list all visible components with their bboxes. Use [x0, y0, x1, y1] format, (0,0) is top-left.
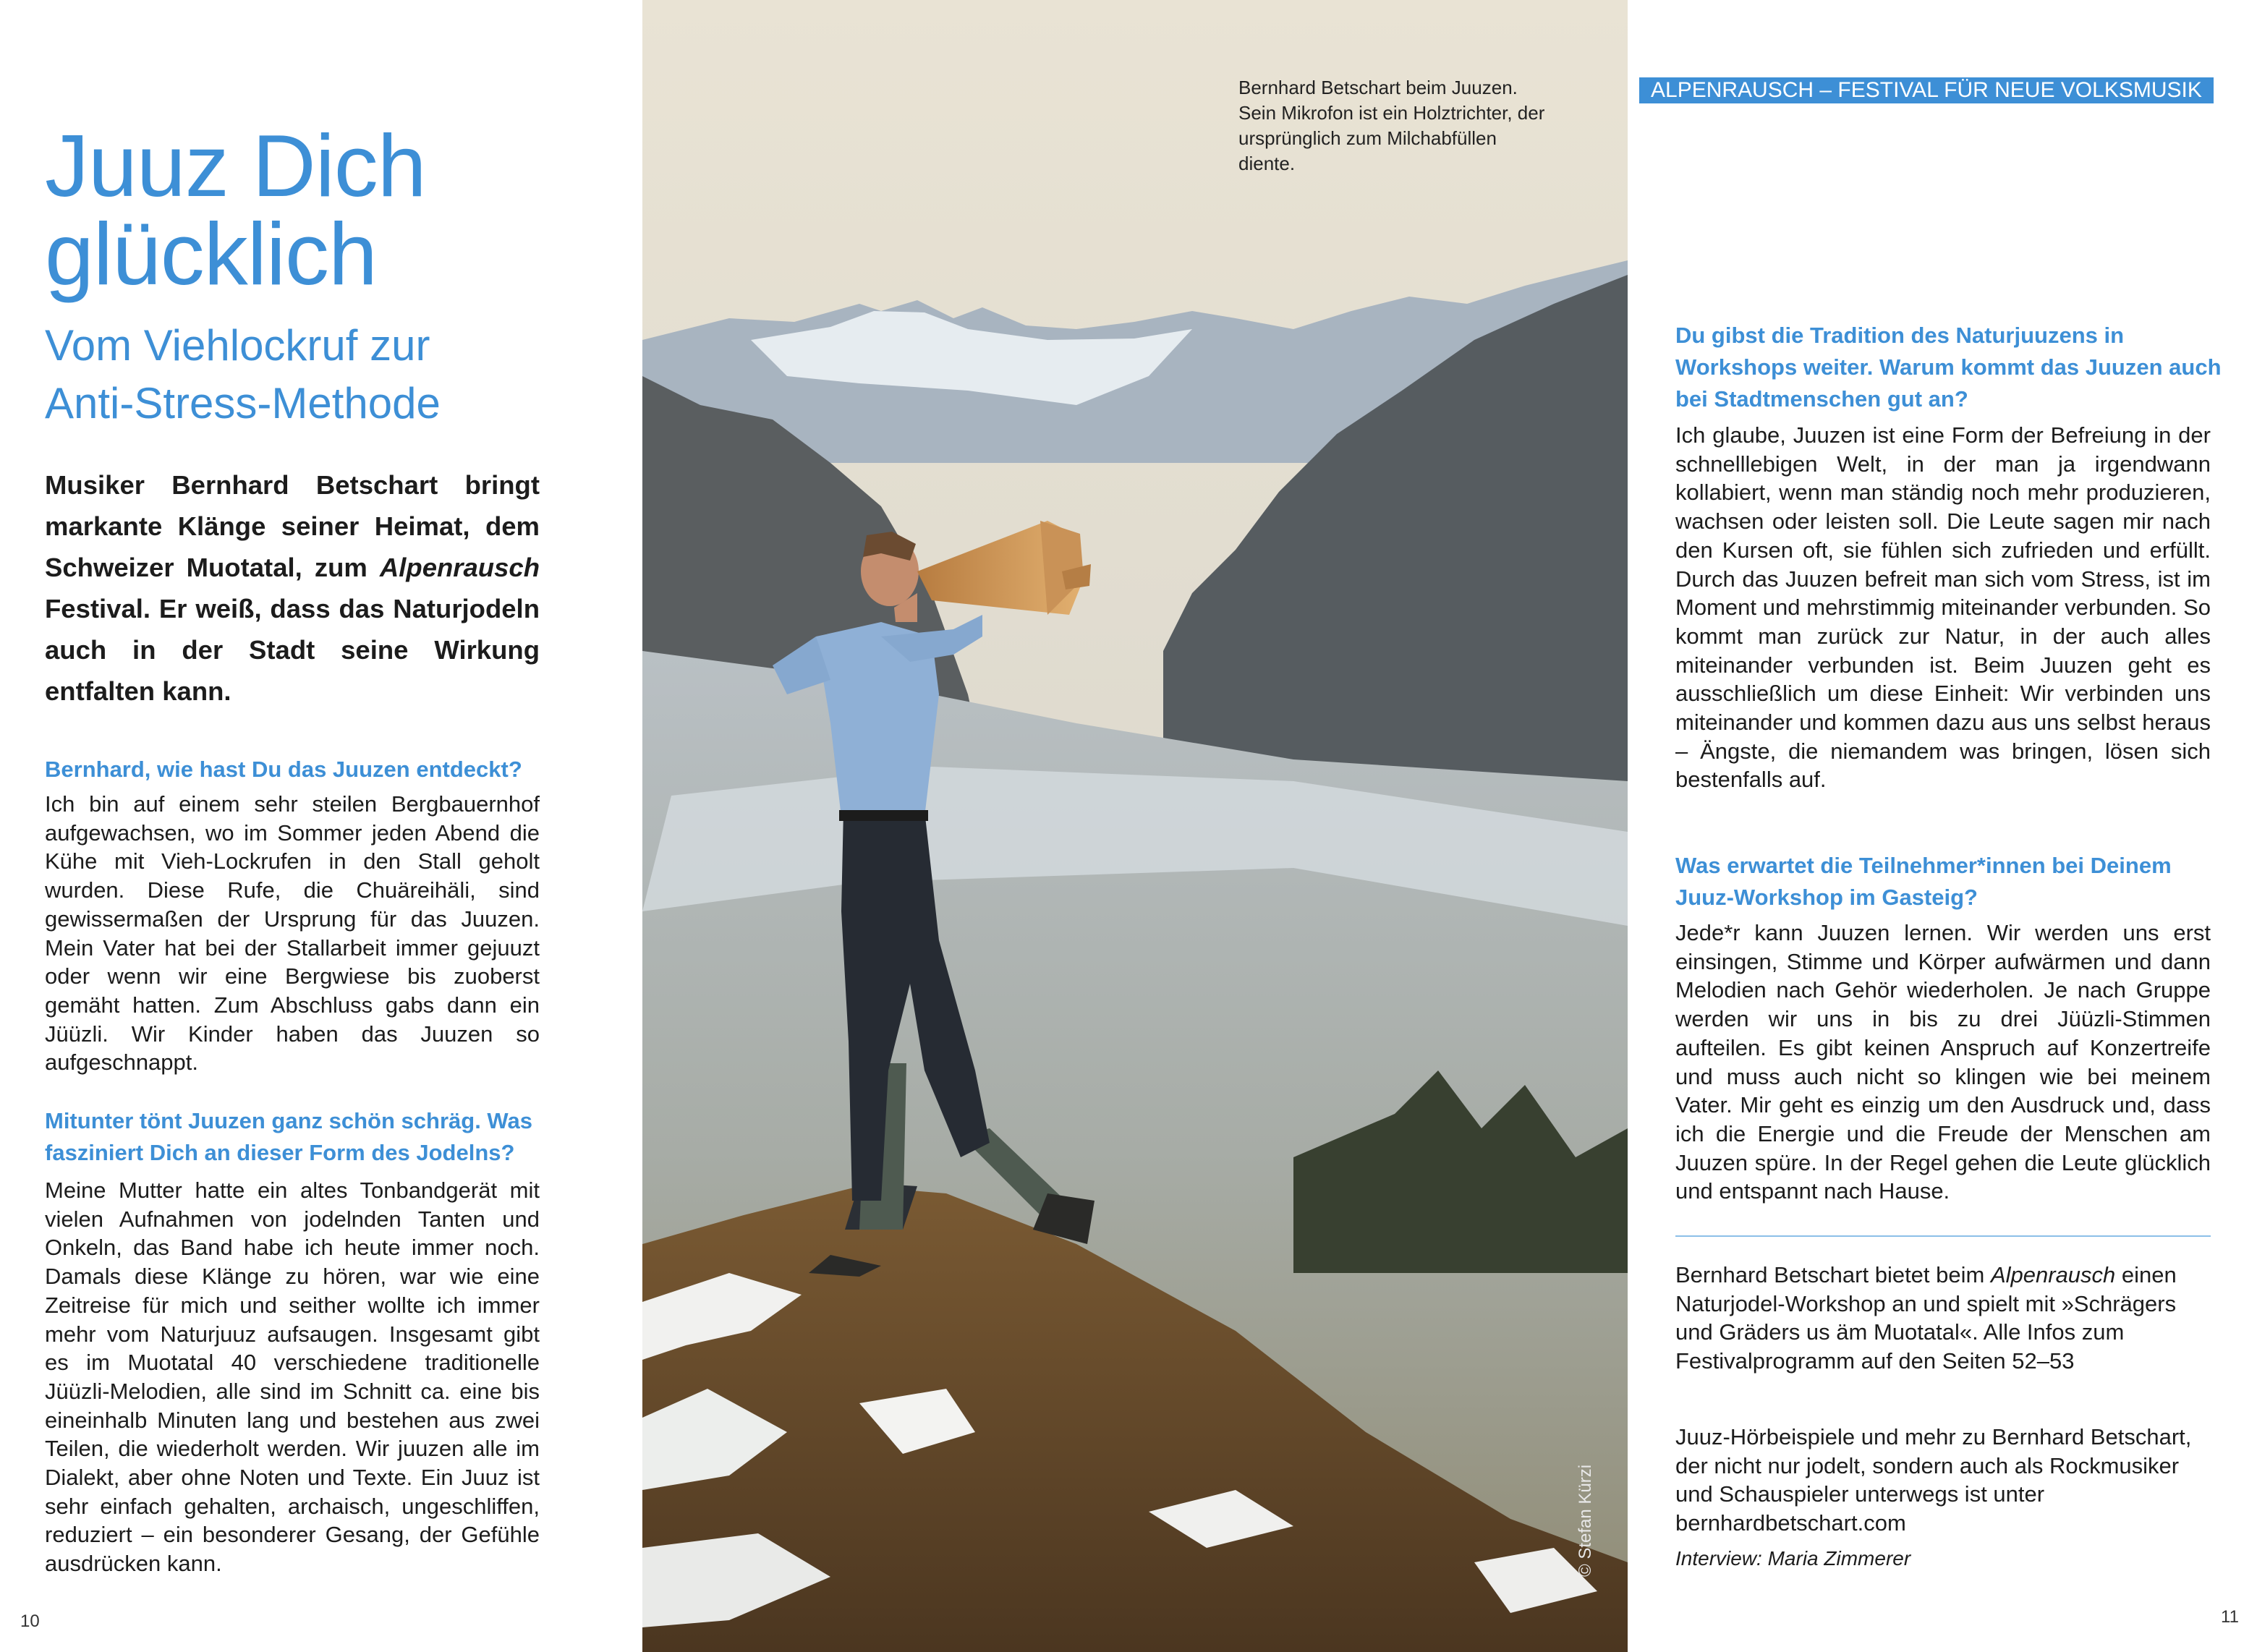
photo-caption: Bernhard Betschart beim Juuzen. Sein Mikrofon ist ein Holztrichter, der ursprünglich zum Milchabfüllen diente.: [1238, 77, 1545, 174]
photo-yodeler-mountains: [642, 0, 1628, 1652]
answer-4: Jede*r kann Juuzen lernen. Wir werden uns erst einsingen, Stimme und Körper aufwärmen und dann Melodien nach Gehör wiederholen. Je nach Gruppe werden wir uns in bis zu drei Jüüzli-Stimmen aufteilen. Es gibt keinen Anspruch auf Konzertreife und muss auch nicht so klingen wie bei meinem Vater. Mir geht es einzig um den Ausdruck und, dass ich die Energie und die Freude der Menschen am Juuzen spüre. In der Regel gehen die Leute glücklich und entspannt nach Hause.: [1675, 920, 2211, 1204]
lead-festival-name: Alpenrausch: [379, 553, 540, 582]
title-line-2: glücklich: [45, 205, 377, 303]
divider-line: [1675, 1235, 2211, 1237]
question-2: Mitunter tönt Juuzen ganz schön schräg. Was fasziniert Dich an dieser Form des Jodelns?: [45, 1108, 533, 1165]
interview-credit: Interview: Maria Zimmerer: [1675, 1547, 1911, 1570]
photo-credit: © Stefan Kürzi: [1576, 1464, 1595, 1577]
article-title: [45, 116, 595, 303]
title-line-1: Juuz Dich: [45, 116, 426, 215]
article-subtitle: [45, 317, 595, 433]
info-text-2: einen Naturjodel-Workshop an und spielt mit »Schrägers und Gräders us äm Muotatal«. Alle Infos zum Festivalprogramm auf den Seiten 52–53: [1675, 1262, 2177, 1374]
subtitle-line-1: Vom Viehlockruf zur: [45, 321, 430, 370]
info-box-website: Juuz-Hörbeispiele und mehr zu Bernhard Betschart, der nicht nur jodelt, sondern auch als Rockmusiker und Schauspieler unterwegs ist unter bernhardbetschart.com: [1675, 1424, 2192, 1536]
section-label: ALPENRAUSCH – FESTIVAL FÜR NEUE VOLKSMUSIK: [1639, 77, 2214, 103]
info-box-workshop: [1675, 1261, 2211, 1376]
answer-2: Meine Mutter hatte ein altes Tonbandgerät mit vielen Aufnahmen von jodelnden Tanten und Onkeln, das Band habe ich heute immer noch. Damals diese Klänge zu hören, war wie eine Zeitreise für mich und seither wollte ich immer mehr vom Naturjuuz aufsaugen. Insgesamt gibt es im Muotatal 40 verschiedene traditionelle Jüüzli-Melodien, alle sind im Schnitt ca. eine bis eineinhalb Minuten lang und bestehen aus zwei Teilen, die wiederholt werden. Wir juuzen alle im Dialekt, aber ohne Noten und Texte. Ein Juuz ist sehr einfach gehalten, archaisch, ungeschliffen, reduziert – ein besonderer Gesang, der Gefühle ausdrücken kann.: [45, 1178, 540, 1577]
lead-paragraph: [45, 464, 540, 712]
page-number-left: 10: [20, 1611, 40, 1631]
question-4: Was erwartet die Teilnehmer*innen bei Deinem Juuz-Workshop im Gasteig?: [1675, 853, 2172, 910]
lead-text-1: Musiker Bernhard Betschart bringt markante Klänge seiner Heimat, dem Schweizer Muotatal, zum: [45, 470, 540, 582]
question-3: Du gibst die Tradition des Naturjuuzens in Workshops weiter. Warum kommt das Juuzen auch bei Stadtmenschen gut an?: [1675, 323, 2222, 412]
info-text-1: Bernhard Betschart bietet beim: [1675, 1262, 1991, 1287]
subtitle-line-2: Anti-Stress-Methode: [45, 379, 441, 427]
page-number-right: 11: [2221, 1607, 2239, 1627]
answer-3: Ich glaube, Juuzen ist eine Form der Befreiung in der schnelllebigen Welt, in der man ja irgendwann kollabiert, wenn man ständig noch mehr produzieren, wachsen oder leisten soll. Die Leute sagen mir nach den Kursen oft, sie fühlen sich zufrieden und erfüllt. Durch das Juuzen befreit man sich vom Stress, ist im Moment und mehrstimmig miteinander verbunden. So kommt man zurück zur Natur, in der auch alles miteinander verbunden ist. Beim Juuzen geht es ausschließlich um diese Einheit: Wir verbinden uns miteinander und kommen dazu aus uns selbst heraus – Ängste, die niemandem was bringen, lösen sich bestenfalls auf.: [1675, 422, 2211, 793]
question-1: Bernhard, wie hast Du das Juuzen entdeckt?: [45, 757, 522, 782]
lead-text-2: Festival. Er weiß, dass das Naturjodeln auch in der Stadt seine Wirkung entfalten kann.: [45, 594, 540, 706]
answer-1: Ich bin auf einem sehr steilen Bergbauernhof aufgewachsen, wo im Sommer jeden Abend die Kühe mit Vieh-Lockrufen in den Stall geholt wurden. Diese Rufe, die Chuäreihäli, sind gewissermaßen der Ursprung für das Juuzen. Mein Vater hat bei der Stallarbeit immer gejuuzt oder wenn wir eine Bergwiese bis zuoberst gemäht hatten. Zum Abschluss gabs dann ein Jüüzli. Wir Kinder haben das Juuzen so aufgeschnappt.: [45, 791, 540, 1076]
photo-illustration: [642, 0, 1628, 1652]
info-festival-name: Alpenrausch: [1990, 1262, 2116, 1287]
